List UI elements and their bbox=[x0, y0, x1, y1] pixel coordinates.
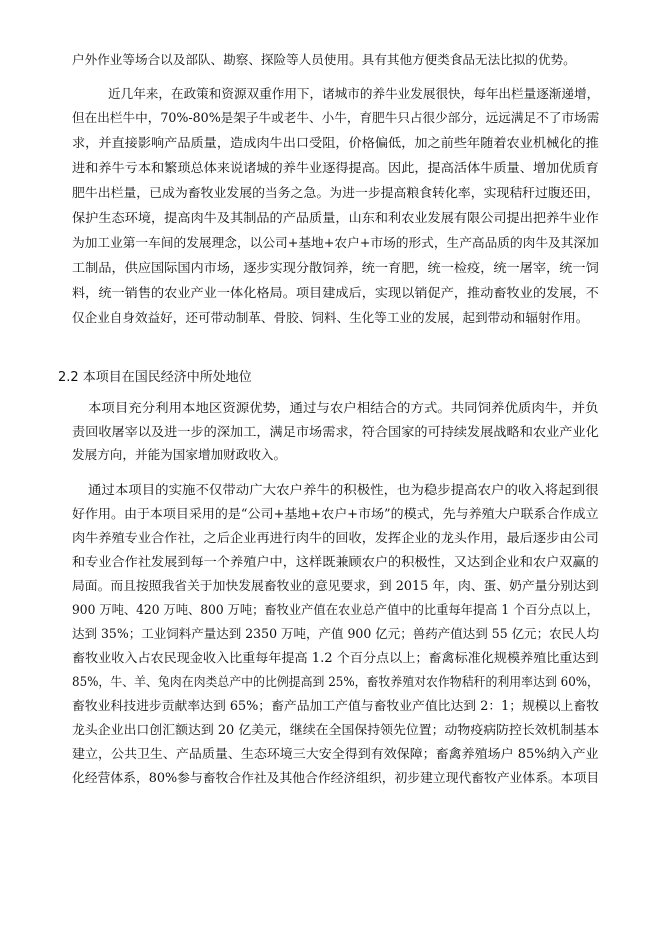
paragraph-line: 通过本项目的实施不仅带动广大农户养牛的积极性，也为稳步提高农户的收入将起到很 bbox=[88, 482, 599, 497]
paragraph-line: 85%，牛、羊、兔肉在肉类总产中的比例提高到 25%，畜牧养殖对农作物秸秆的利用率达到 60%， bbox=[72, 674, 599, 689]
paragraph-line: 本项目充分利用本地区资源优势，通过与农户相结合的方式。共同饲养优质肉牛，并负 bbox=[88, 400, 599, 415]
paragraph-line: 近几年来，在政策和资源双重作用下，诸城市的养牛业发展很快，每年出栏量逐渐递增， bbox=[108, 86, 600, 101]
paragraph-line: 和专业合作社发展到每一个养殖户中，这样既兼顾农户的积极性，又达到企业和农户双赢的 bbox=[72, 554, 599, 569]
paragraph-line: 局面。而且按照我省关于加快发展畜牧业的意见要求，到 2015 年，肉、蛋、奶产量分别达到 bbox=[72, 578, 599, 593]
paragraph-line: 900 万吨、420 万吨、800 万吨；畜牧业产值在农业总产值中的比重每年提高 1 个百分点以上， bbox=[72, 602, 599, 617]
paragraph-line: 求，并直接影响产品质量，造成肉牛出口受阻，价格偏低，加之前些年随着农业机械化的推 bbox=[72, 135, 599, 150]
paragraph-line: 户外作业等场合以及部队、勘察、探险等人员使用。具有其他方便类食品无法比拟的优势。 bbox=[72, 52, 576, 67]
paragraph-line: 发展方向，并能为国家增加财政收入。 bbox=[72, 447, 287, 462]
paragraph-line: 保护生态环境，提高肉牛及其制品的产品质量，山东和利农业发展有限公司提出把养牛业作 bbox=[72, 210, 599, 225]
paragraph-line: 进和养牛亏本和繁琐总体来说诸城的养牛业逐得提高。因此，提高活体牛质量、增加优质育 bbox=[72, 160, 599, 175]
paragraph-line: 化经营体系，80%参与畜牧合作社及其他合作经济组织，初步建立现代畜牧产业体系。本项目 bbox=[72, 770, 600, 785]
paragraph-line: 肉牛养殖专业合作社，之后企业再进行肉牛的回收，发挥企业的龙头作用，最后逐步由公司 bbox=[72, 530, 599, 545]
paragraph-line: 龙头企业出口创汇额达到 20 亿美元，继续在全国保持领先位置；动物疫病防控长效机制基本 bbox=[72, 722, 600, 737]
paragraph-line: 仅企业自身效益好，还可带动制革、骨胶、饲料、生化等工业的发展，起到带动和辐射作用。 bbox=[72, 310, 589, 325]
paragraph-line: 但在出栏牛中，70%-80%是架子牛或老牛、小牛，育肥牛只占很少部分，远远满足不了市场需 bbox=[72, 110, 600, 125]
paragraph-line: 畜牧业收入占农民现金收入比重每年提高 1.2 个百分点以上；畜禽标准化规模养殖比重达到 bbox=[72, 650, 599, 665]
paragraph-line: 建立，公共卫生、产品质量、生态环境三大安全得到有效保障；畜禽养殖场户 85%纳入产业 bbox=[72, 746, 599, 761]
paragraph-line: 为加工业第一车间的发展理念，以公司+基地+农户+市场的形式，生产高品质的肉牛及其深加 bbox=[72, 235, 599, 250]
section-heading: 2.2 本项目在国民经济中所处地位 bbox=[58, 370, 252, 385]
paragraph-line: 肥牛出栏量，已成为畜牧业发展的当务之急。为进一步提高粮食转化率，实现秸秆过腹还田， bbox=[72, 185, 600, 200]
paragraph-line: 好作用。由于本项目采用的是“公司+基地+农户+市场”的模式，先与养殖大户联系合作成立 bbox=[72, 506, 599, 521]
paragraph-line: 工制品，供应国际国内市场，逐步实现分散饲养，统一育肥，统一检疫，统一屠宰，统一饲 bbox=[72, 260, 599, 275]
paragraph-line: 责回收屠宰以及进一步的深加工，满足市场需求，符合国家的可持续发展战略和农业产业化 bbox=[72, 424, 599, 439]
paragraph-line: 畜牧业科技进步贡献率达到 65%；畜产品加工产值与畜牧业产值比达到 2：1；规模以上畜牧 bbox=[72, 698, 599, 713]
paragraph-line: 料，统一销售的农业产业一体化格局。项目建成后，实现以销促产，推动畜牧业的发展，不 bbox=[72, 285, 599, 300]
paragraph-line: 达到 35%；工业饲料产量达到 2350 万吨，产值 900 亿元；兽药产值达到 55 亿元；农民人均 bbox=[72, 626, 600, 641]
